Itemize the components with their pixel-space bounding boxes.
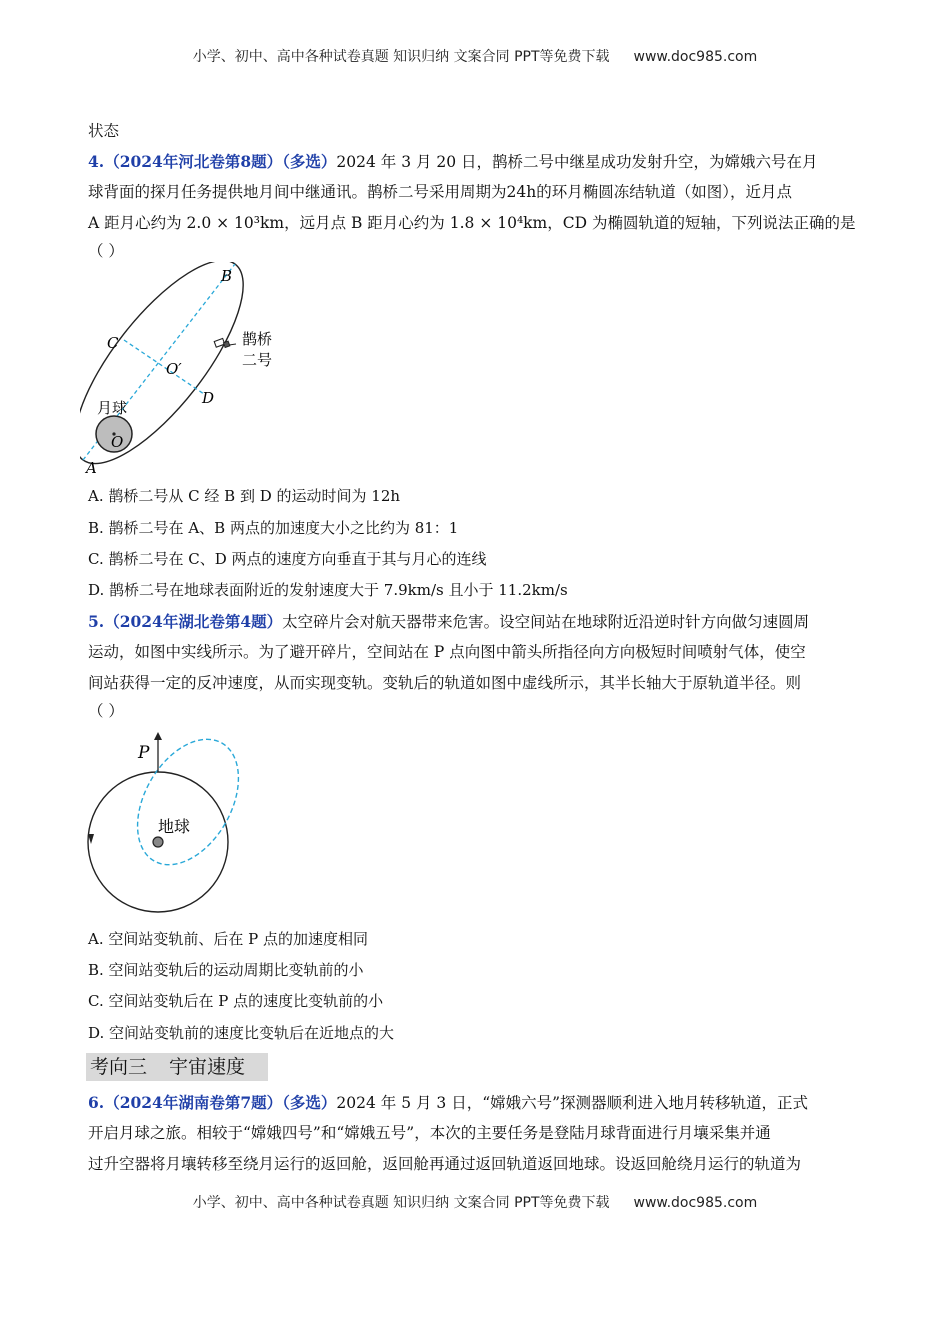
q4-source: （2024年河北卷第8题） bbox=[104, 152, 283, 171]
q4-label-b: B bbox=[221, 267, 233, 285]
q4-option-d: D. 鹊桥二号在地球表面附近的发射速度大于 7.9km/s 且小于 11.2km/s bbox=[88, 581, 568, 599]
q4-label-o-prime: O′ bbox=[166, 360, 182, 378]
q6-line-2: 开启月球之旅。相较于“嫦娥四号”和“嫦娥五号”，本次的主要任务是登陆月球背面进行月壤采集并通 bbox=[88, 1124, 771, 1142]
q5-label-p: P bbox=[138, 743, 150, 763]
q4-line-1 bbox=[88, 146, 860, 178]
section-heading bbox=[86, 1053, 268, 1081]
q5-orbit-figure bbox=[82, 728, 252, 918]
q5-line-1 bbox=[88, 606, 860, 638]
q5-option-d: D. 空间站变轨前的速度比变轨后在近地点的大 bbox=[88, 1024, 395, 1042]
satellite-icon bbox=[214, 338, 236, 347]
page-footer bbox=[0, 1192, 950, 1212]
q6-text-1: 2024 年 5 月 3 日，“嫦娥六号”探测器顺利进入地月转移轨道，正式 bbox=[336, 1094, 809, 1112]
q5-earth bbox=[153, 837, 163, 847]
page-header bbox=[0, 46, 950, 66]
q4-minor-axis bbox=[124, 340, 204, 394]
q6-source: （2024年湖南卷第7题） bbox=[104, 1093, 283, 1112]
q4-number: 4. bbox=[88, 152, 105, 171]
header-text: 小学、初中、高中各种试卷真题 知识归纳 文案合同 PPT等免费下载 bbox=[192, 49, 610, 65]
footer-site: www.doc985.com bbox=[633, 1195, 758, 1211]
q5-option-c: C. 空间站变轨后在 P 点的速度比变轨前的小 bbox=[88, 992, 384, 1010]
q6-line-3: 过升空器将月壤转移至绕月运行的返回舱，返回舱再通过返回轨道返回地球。设返回舱绕月运行的轨道为 bbox=[88, 1155, 802, 1173]
arrow-down-icon bbox=[88, 834, 94, 844]
arrow-up-icon bbox=[154, 732, 162, 740]
q4-label-c: C bbox=[107, 334, 119, 352]
q5-line-4: （ ） bbox=[88, 702, 124, 720]
q5-option-b: B. 空间站变轨后的运动周期比变轨前的小 bbox=[88, 961, 364, 979]
q4-text-1: 2024 年 3 月 20 日，鹊桥二号中继星成功发射升空，为嫦娥六号在月 bbox=[336, 153, 818, 171]
q4-line-2: 球背面的探月任务提供地月间中继通讯。鹊桥二号采用周期为24h的环月椭圆冻结轨道（如图），近月点 bbox=[88, 183, 792, 201]
q4-label-o: O bbox=[111, 433, 124, 451]
q4-label-sat-2: 二号 bbox=[242, 351, 273, 369]
section-num: 考向三 bbox=[90, 1056, 148, 1078]
q5-text-1: 太空碎片会对航天器带来危害。设空间站在地球附近沿逆时针方向做匀速圆周 bbox=[282, 613, 810, 631]
q4-orbit-figure bbox=[80, 262, 290, 482]
q4-label-d: D bbox=[202, 389, 215, 407]
q5-option-a: A. 空间站变轨前、后在 P 点的加速度相同 bbox=[88, 930, 368, 948]
q4-label-sat-1: 鹊桥 bbox=[242, 330, 273, 348]
carry-over-text: 状态 bbox=[88, 122, 120, 140]
q5-label-earth: 地球 bbox=[158, 817, 191, 836]
q4-label-a: A bbox=[86, 459, 97, 477]
q4-option-a: A. 鹊桥二号从 C 经 B 到 D 的运动时间为 12h bbox=[88, 487, 401, 505]
header-site: www.doc985.com bbox=[633, 49, 758, 65]
q5-number: 5. bbox=[88, 612, 105, 631]
q6-tag: （多选） bbox=[282, 1093, 337, 1112]
q6-line-1 bbox=[88, 1087, 860, 1119]
q4-option-c: C. 鹊桥二号在 C、D 两点的速度方向垂直于其与月心的连线 bbox=[88, 550, 487, 568]
footer-text: 小学、初中、高中各种试卷真题 知识归纳 文案合同 PPT等免费下载 bbox=[192, 1195, 610, 1211]
q4-option-b: B. 鹊桥二号在 A、B 两点的加速度大小之比约为 81：1 bbox=[88, 519, 459, 537]
q4-line-4: （ ） bbox=[88, 242, 124, 260]
q4-tag: （多选） bbox=[282, 152, 337, 171]
q5-source: （2024年湖北卷第4题） bbox=[104, 612, 283, 631]
q4-line-3: A 距月心约为 2.0 × 10³km，远月点 B 距月心约为 1.8 × 10⁴km，CD 为椭圆轨道的短轴，下列说法正确的是 bbox=[88, 214, 856, 232]
q5-line-2: 运动，如图中实线所示。为了避开碎片，空间站在 P 点向图中箭头所指径向方向极短时间喷射气体，使空 bbox=[88, 643, 806, 661]
section-title: 宇宙速度 bbox=[169, 1056, 246, 1078]
q4-label-moon: 月球 bbox=[97, 399, 128, 417]
q5-line-3: 间站获得一定的反冲速度，从而实现变轨。变轨后的轨道如图中虚线所示，其半长轴大于原轨道半径。则 bbox=[88, 674, 802, 692]
q6-number: 6. bbox=[88, 1093, 105, 1112]
